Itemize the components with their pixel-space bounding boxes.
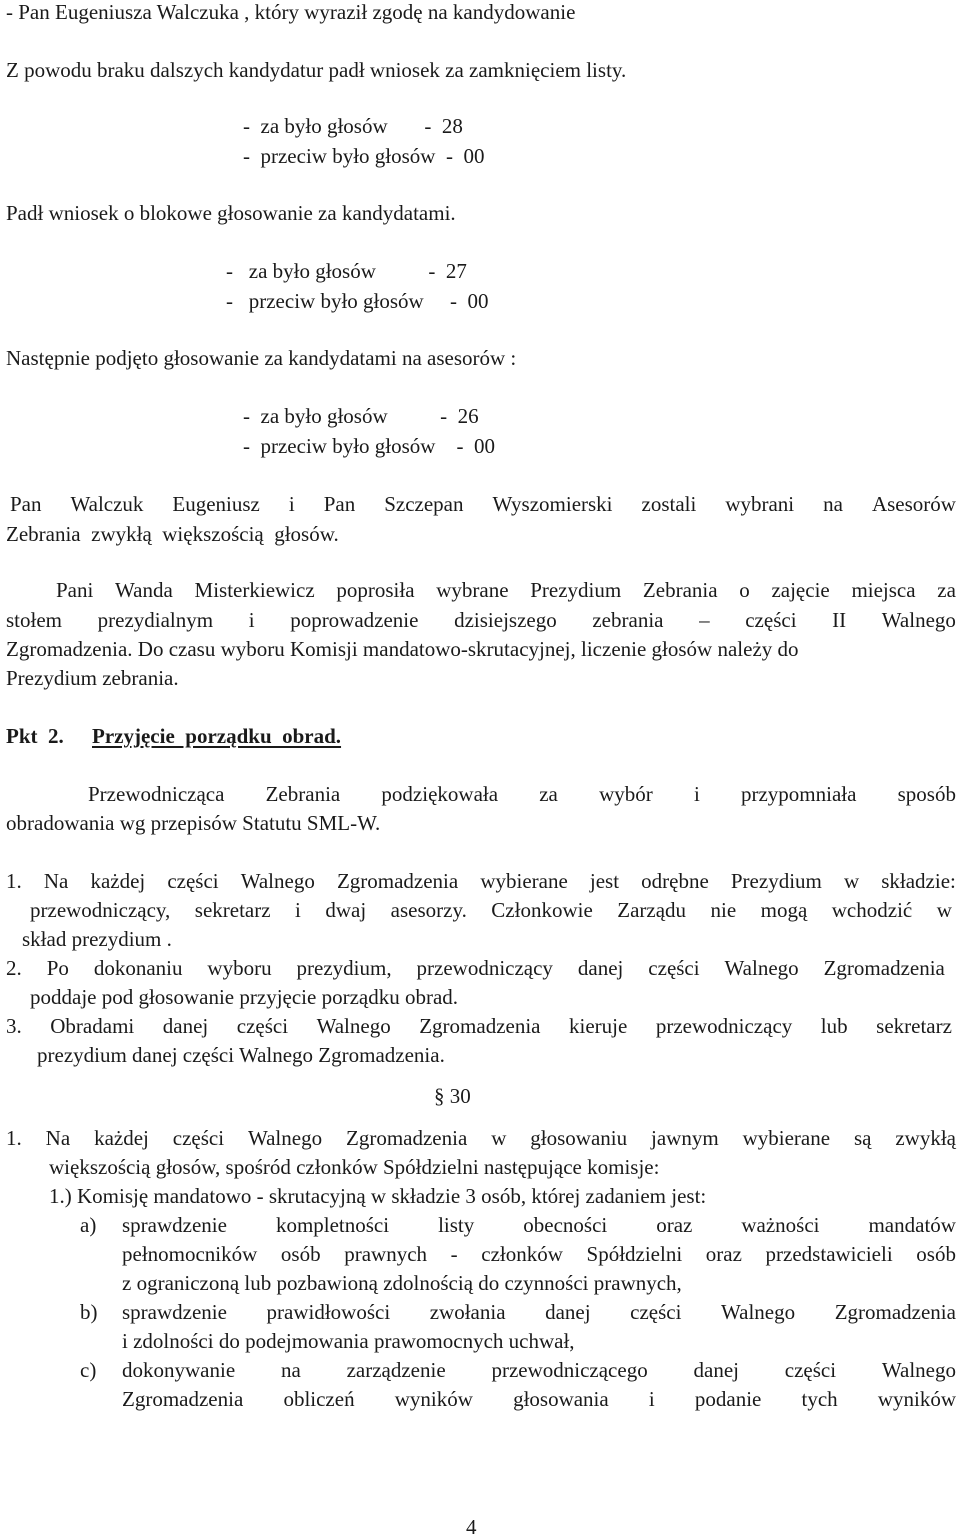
word: Zebrania bbox=[265, 782, 341, 806]
justified-line bbox=[6, 958, 945, 979]
word: i bbox=[288, 492, 295, 516]
word: każdej bbox=[94, 1126, 149, 1150]
justified-line bbox=[122, 1302, 956, 1323]
word: w bbox=[491, 1126, 507, 1150]
word: obliczeń bbox=[283, 1387, 355, 1411]
word: pełnomocników bbox=[122, 1242, 258, 1266]
word: danej bbox=[577, 956, 624, 980]
word: głosowaniu bbox=[530, 1126, 628, 1150]
list-label: b) bbox=[80, 1300, 98, 1324]
word: Walnego bbox=[724, 956, 799, 980]
page-number: 4 bbox=[466, 1515, 477, 1539]
word: obecności bbox=[523, 1213, 608, 1237]
text-line: Zebrania zwykłą większością głosów. bbox=[6, 522, 339, 546]
word: przewodniczącego bbox=[491, 1358, 648, 1382]
word: każdej bbox=[90, 869, 146, 893]
word: mandatów bbox=[868, 1213, 956, 1237]
word: w bbox=[936, 898, 952, 922]
word: podziękowała bbox=[381, 782, 499, 806]
word: Pan bbox=[323, 492, 356, 516]
word: Asesorów bbox=[871, 492, 956, 516]
text-line: Padł wniosek o blokowe głosowanie za kandydatami. bbox=[6, 201, 456, 225]
word: dwaj bbox=[325, 898, 367, 922]
word: Zgromadzenia bbox=[834, 1300, 956, 1324]
word: sprawdzenie bbox=[122, 1213, 227, 1237]
text-line: skład prezydium . bbox=[22, 927, 172, 951]
word: części bbox=[745, 608, 797, 632]
word: sekretarz bbox=[194, 898, 271, 922]
word: listy bbox=[438, 1213, 475, 1237]
word: Zebrania bbox=[642, 578, 718, 602]
text-line: Prezydium zebrania. bbox=[6, 666, 179, 690]
justified-line bbox=[6, 1016, 952, 1037]
word: Zgromadzenia bbox=[419, 1014, 541, 1038]
word: na bbox=[823, 492, 843, 516]
vote-against-line: - przeciw było głosów - 00 bbox=[226, 289, 489, 313]
word: wyboru bbox=[207, 956, 272, 980]
word: Spółdzielni bbox=[586, 1242, 683, 1266]
word: wybór bbox=[599, 782, 653, 806]
word: wybierane bbox=[742, 1126, 831, 1150]
word: i bbox=[648, 1387, 655, 1411]
word: wchodzić bbox=[831, 898, 913, 922]
word: – bbox=[699, 608, 710, 632]
word: sposób bbox=[897, 782, 956, 806]
list-label: a) bbox=[80, 1213, 97, 1237]
text-line: 1.) Komisję mandatowo - skrutacyjną w składzie 3 osób, której zadaniem jest: bbox=[49, 1184, 707, 1208]
word: prezydialnym bbox=[97, 608, 214, 632]
word: części bbox=[172, 1126, 225, 1150]
word: danej bbox=[693, 1358, 739, 1382]
justified-line bbox=[122, 1215, 956, 1236]
vote-against-line: - przeciw było głosów - 00 bbox=[243, 144, 485, 168]
word: członków bbox=[481, 1242, 563, 1266]
word: Zgromadzenia bbox=[336, 869, 459, 893]
word: sekretarz bbox=[876, 1014, 952, 1038]
justified-line bbox=[6, 610, 956, 631]
justified-line bbox=[56, 580, 956, 601]
word: przewodniczący bbox=[655, 1014, 793, 1038]
word: jest bbox=[589, 869, 620, 893]
word: zarządzenie bbox=[346, 1358, 446, 1382]
justified-line bbox=[6, 871, 956, 892]
word: składzie: bbox=[881, 869, 956, 893]
word: części bbox=[784, 1358, 837, 1382]
word: zebrania bbox=[592, 608, 664, 632]
text-line: obradowania wg przepisów Statutu SML-W. bbox=[6, 811, 381, 835]
word: Na bbox=[43, 869, 69, 893]
word: danej bbox=[162, 1014, 209, 1038]
word: 1. bbox=[6, 1126, 22, 1150]
word: Prezydium bbox=[530, 578, 622, 602]
word: Walnego bbox=[881, 608, 956, 632]
justified-line bbox=[122, 1244, 956, 1265]
word: Zgromadzenia bbox=[823, 956, 945, 980]
word: zajęcie bbox=[771, 578, 830, 602]
word: Walnego bbox=[316, 1014, 391, 1038]
word: głosowania bbox=[513, 1387, 609, 1411]
word: danej bbox=[545, 1300, 591, 1324]
justified-line bbox=[6, 1128, 956, 1149]
word: części bbox=[167, 869, 219, 893]
text-line: poddaje pod głosowanie przyjęcie porządku obrad. bbox=[30, 985, 459, 1009]
word: i bbox=[693, 782, 700, 806]
word: dokonywanie bbox=[122, 1358, 236, 1382]
text-line: Następnie podjęto głosowanie za kandydatami na asesorów : bbox=[6, 346, 517, 370]
word: wybrane bbox=[436, 578, 509, 602]
word: przypomniała bbox=[740, 782, 857, 806]
justified-line bbox=[122, 1389, 956, 1410]
word: 3. bbox=[6, 1014, 22, 1038]
word: są bbox=[853, 1126, 872, 1150]
word: Misterkiewicz bbox=[194, 578, 315, 602]
word: poprosiła bbox=[336, 578, 415, 602]
word: Walnego bbox=[881, 1358, 956, 1382]
word: asesorzy. bbox=[390, 898, 467, 922]
word: stołem bbox=[6, 608, 62, 632]
word: o bbox=[739, 578, 750, 602]
word: Szczepan bbox=[384, 492, 464, 516]
word: Walnego bbox=[240, 869, 315, 893]
text-line: i zdolności do podejmowania prawomocnych uchwał, bbox=[122, 1329, 575, 1353]
word: sprawdzenie bbox=[122, 1300, 227, 1324]
word: Zgromadzenia bbox=[346, 1126, 468, 1150]
word: przewodniczący bbox=[416, 956, 553, 980]
word: 1. bbox=[6, 869, 22, 893]
justified-line bbox=[10, 494, 956, 515]
vote-for-line: - za było głosów - 27 bbox=[226, 259, 467, 283]
word: Pan bbox=[10, 492, 42, 516]
word: miejsca bbox=[851, 578, 916, 602]
justified-line bbox=[88, 784, 956, 805]
word: lub bbox=[820, 1014, 848, 1038]
word: oraz bbox=[656, 1213, 693, 1237]
word: Wyszomierski bbox=[492, 492, 613, 516]
point-label: Pkt 2. bbox=[6, 724, 64, 748]
point-title: Przyjęcie porządku obrad. bbox=[92, 724, 342, 748]
word: przedstawicieli bbox=[765, 1242, 893, 1266]
word: prawnych bbox=[344, 1242, 428, 1266]
word: Eugeniusz bbox=[172, 492, 260, 516]
word: wybierane bbox=[480, 869, 568, 893]
word: II bbox=[832, 608, 847, 632]
word: Walnego bbox=[247, 1126, 323, 1150]
word: oraz bbox=[705, 1242, 742, 1266]
vote-for-line: - za było głosów - 28 bbox=[243, 114, 463, 138]
word: kieruje bbox=[569, 1014, 628, 1038]
word: nie bbox=[710, 898, 737, 922]
text-line: Z powodu braku dalszych kandydatur padł wniosek za zamknięciem listy. bbox=[6, 58, 627, 82]
word: zwykłą bbox=[895, 1126, 956, 1150]
word: i bbox=[295, 898, 301, 922]
word: na bbox=[280, 1358, 301, 1382]
word: Zgromadzenia bbox=[122, 1387, 244, 1411]
word: przewodniczący, bbox=[30, 898, 171, 922]
word: osób bbox=[916, 1242, 956, 1266]
section-heading: § 30 bbox=[434, 1084, 471, 1108]
text-line: Zgromadzenia. Do czasu wyboru Komisji mandatowo-skrutacyjnej, liczenie głosów należy do bbox=[6, 637, 799, 661]
word: kompletności bbox=[275, 1213, 390, 1237]
word: Przewodnicząca bbox=[88, 782, 225, 806]
word: za bbox=[539, 782, 558, 806]
word: dokonaniu bbox=[93, 956, 183, 980]
word: podanie bbox=[694, 1387, 762, 1411]
text-line: - Pan Eugeniusza Walczuka , który wyraził zgodę na kandydowanie bbox=[6, 0, 576, 24]
word: osób bbox=[280, 1242, 321, 1266]
word: 2. bbox=[6, 956, 22, 980]
word: mogą bbox=[760, 898, 808, 922]
text-line: z ograniczoną lub pozbawioną zdolnością do czynności prawnych, bbox=[122, 1271, 682, 1295]
vote-for-line: - za było głosów - 26 bbox=[243, 404, 479, 428]
word: wyników bbox=[394, 1387, 473, 1411]
word: Wanda bbox=[115, 578, 173, 602]
vote-against-line: - przeciw było głosów - 00 bbox=[243, 434, 495, 458]
word: części bbox=[630, 1300, 682, 1324]
word: Walnego bbox=[721, 1300, 796, 1324]
word: w bbox=[843, 869, 860, 893]
word: części bbox=[236, 1014, 289, 1038]
word: za bbox=[937, 578, 956, 602]
word: - bbox=[450, 1242, 458, 1266]
word: części bbox=[648, 956, 700, 980]
word: zostali bbox=[641, 492, 697, 516]
list-label: c) bbox=[80, 1358, 97, 1382]
justified-line bbox=[30, 900, 952, 921]
word: Pani bbox=[56, 578, 94, 602]
justified-line bbox=[122, 1360, 956, 1381]
word: wyników bbox=[877, 1387, 956, 1411]
word: i bbox=[248, 608, 255, 632]
word: Prezydium bbox=[730, 869, 822, 893]
word: Po bbox=[46, 956, 69, 980]
text-line: prezydium danej części Walnego Zgromadzenia. bbox=[37, 1043, 445, 1067]
word: jawnym bbox=[651, 1126, 719, 1150]
word: wybrani bbox=[725, 492, 795, 516]
word: Na bbox=[45, 1126, 71, 1150]
word: Obradami bbox=[50, 1014, 135, 1038]
word: zwołania bbox=[429, 1300, 506, 1324]
word: ważności bbox=[741, 1213, 820, 1237]
word: odrębne bbox=[641, 869, 709, 893]
word: tych bbox=[801, 1387, 838, 1411]
word: dzisiejszego bbox=[454, 608, 557, 632]
word: poprowadzenie bbox=[290, 608, 419, 632]
word: Zarządu bbox=[617, 898, 687, 922]
word: Członkowie bbox=[491, 898, 593, 922]
text-line: większością głosów, spośród członków Spółdzielni następujące komisje: bbox=[49, 1155, 660, 1179]
word: Walczuk bbox=[70, 492, 144, 516]
word: prezydium, bbox=[296, 956, 392, 980]
word: prawidłowości bbox=[266, 1300, 391, 1324]
